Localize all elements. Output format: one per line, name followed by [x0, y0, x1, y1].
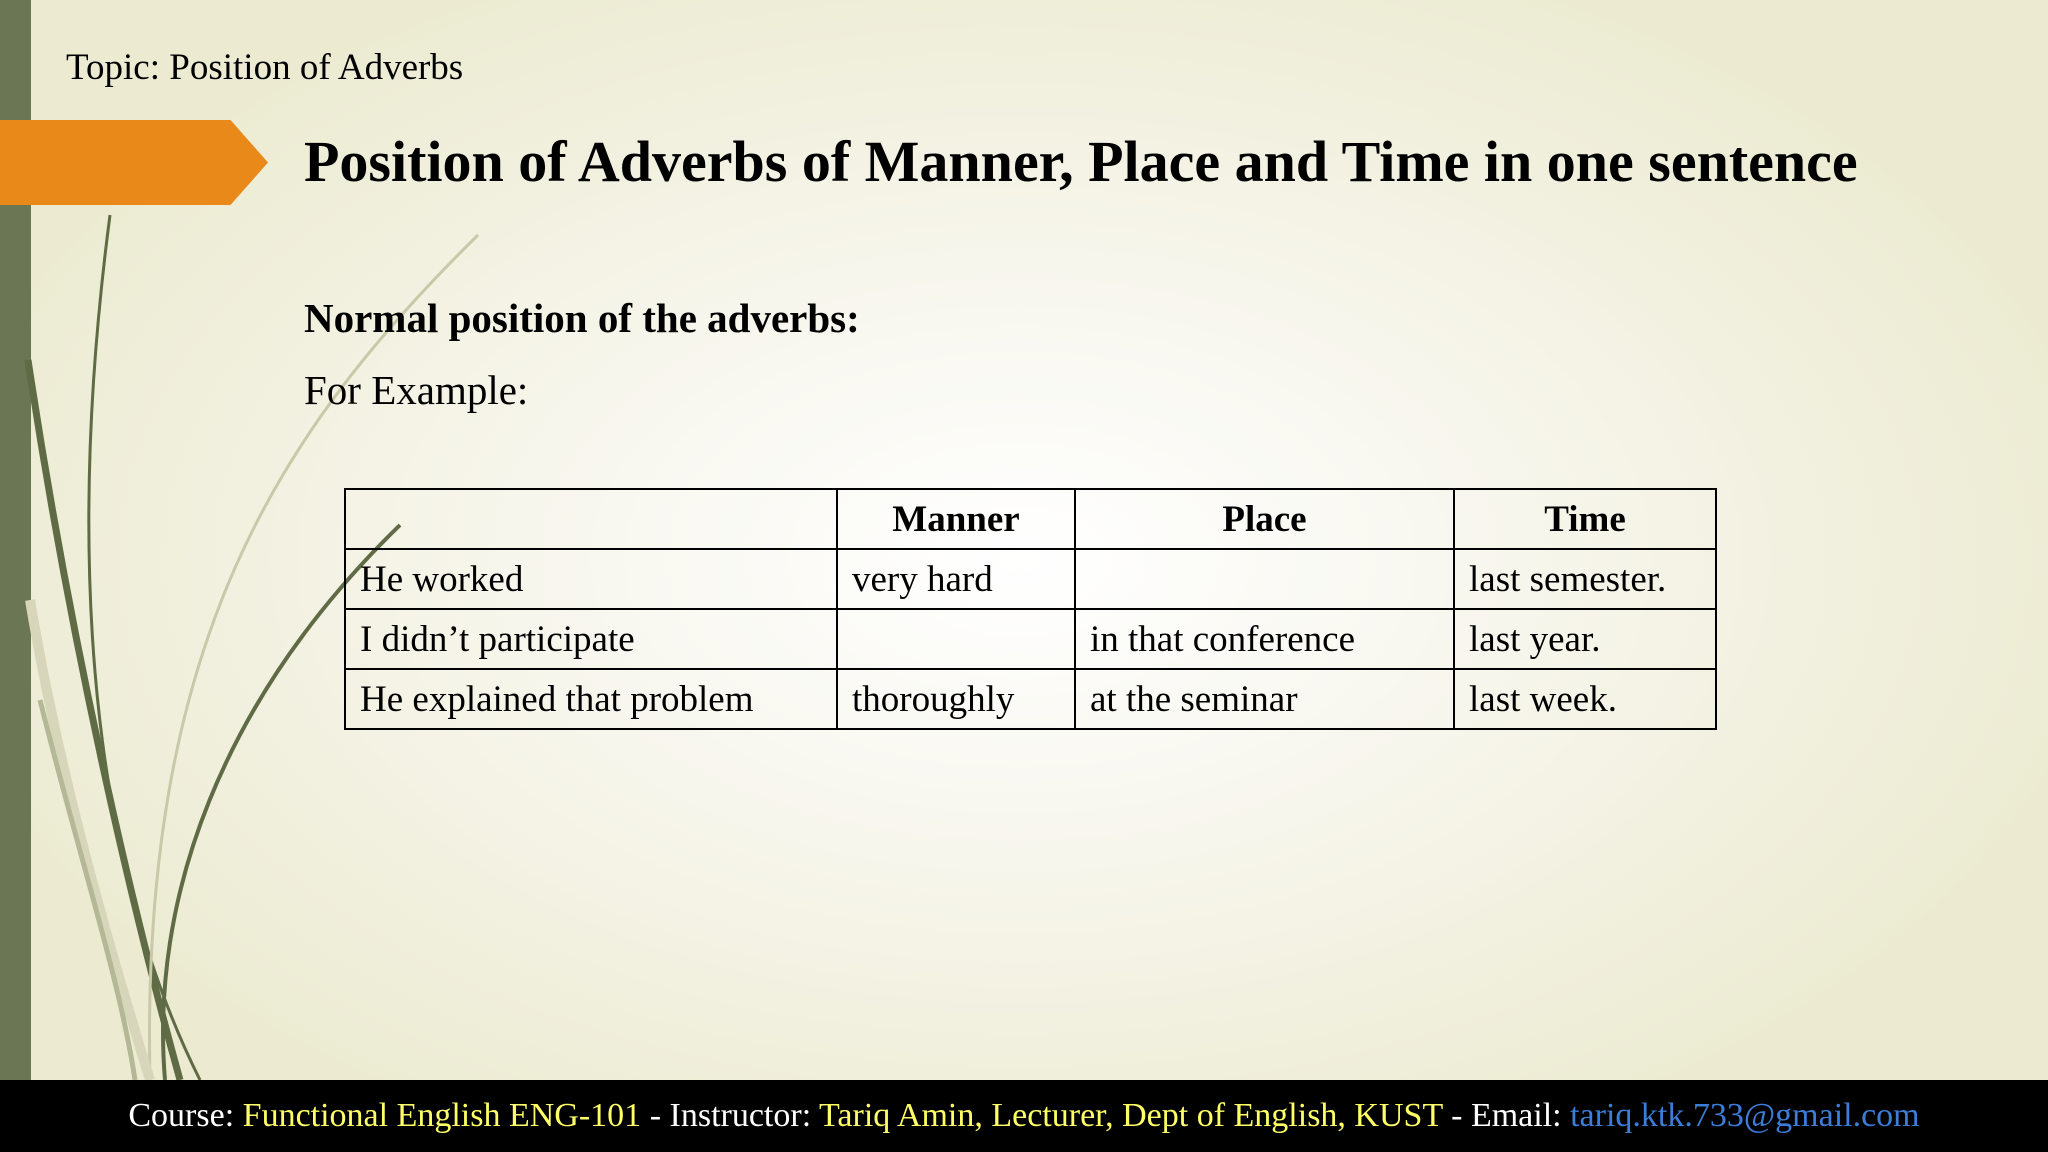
footer-instructor-value: Tariq Amin, Lecturer, Dept of English, KUST	[819, 1097, 1443, 1134]
table-row	[345, 549, 1716, 609]
table-cell: He worked	[345, 549, 837, 609]
table-cell: last week.	[1454, 669, 1716, 729]
table-cell: thoroughly	[837, 669, 1075, 729]
footer-separator: -	[1442, 1097, 1471, 1134]
footer-email-label: Email:	[1470, 1097, 1571, 1134]
title-arrow-marker	[0, 120, 268, 205]
topic-label: Topic: Position of Adverbs	[66, 47, 464, 88]
table-cell: in that conference	[1075, 609, 1454, 669]
footer-instructor-label: Instructor:	[669, 1097, 820, 1134]
table-cell	[1075, 549, 1454, 609]
example-label: For Example:	[304, 367, 529, 413]
table-row	[345, 609, 1716, 669]
header-cell-empty	[345, 489, 837, 549]
adverb-table	[344, 488, 1717, 730]
table-header-row	[345, 489, 1716, 549]
subheading: Normal position of the adverbs:	[304, 295, 860, 341]
slide-title: Position of Adverbs of Manner, Place and Time in one sentence	[304, 129, 1858, 194]
header-cell-place: Place	[1075, 489, 1454, 549]
table-cell: very hard	[837, 549, 1075, 609]
table-cell	[837, 609, 1075, 669]
table-cell: He explained that problem	[345, 669, 837, 729]
table-row	[345, 669, 1716, 729]
header-cell-time: Time	[1454, 489, 1716, 549]
footer-email-link[interactable]: tariq.ktk.733@gmail.com	[1570, 1097, 1920, 1134]
table-cell: at the seminar	[1075, 669, 1454, 729]
table-cell: last year.	[1454, 609, 1716, 669]
header-cell-manner: Manner	[837, 489, 1075, 549]
table-cell: I didn’t participate	[345, 609, 837, 669]
footer-separator: -	[641, 1097, 670, 1134]
table-cell: last semester.	[1454, 549, 1716, 609]
footer-bar	[0, 1080, 2048, 1152]
footer-course-value: Functional English ENG-101	[242, 1097, 642, 1134]
footer-course-label: Course:	[128, 1097, 243, 1134]
